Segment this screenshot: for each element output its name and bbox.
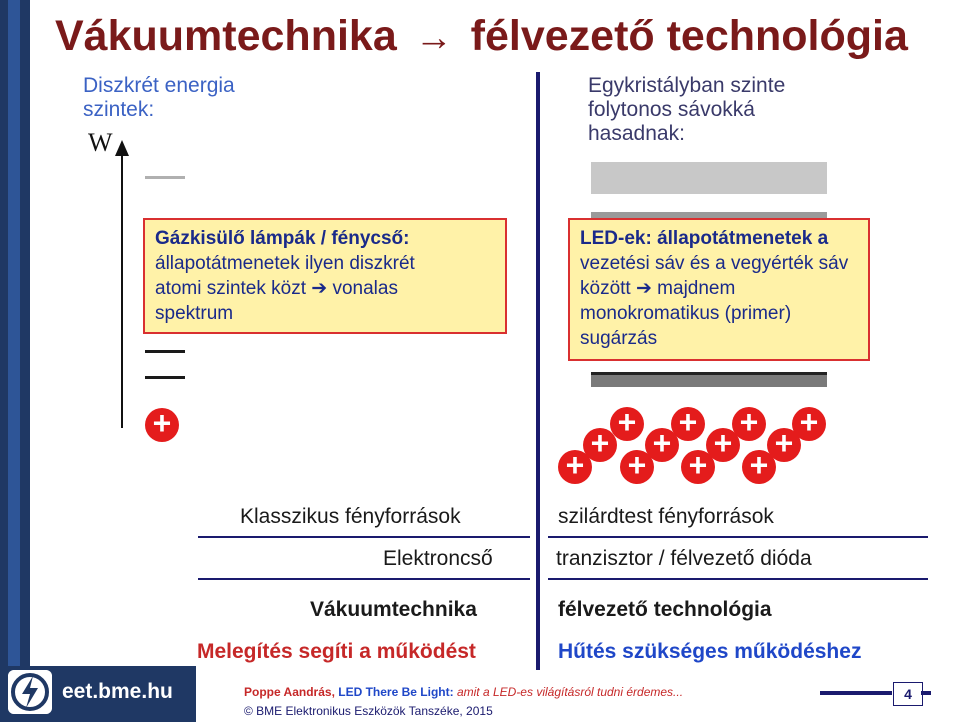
page-number-line [921, 691, 931, 695]
semiconductor-technology: félvezető technológia [558, 598, 772, 621]
page-number-line [820, 691, 892, 695]
positive-ion-icon: + [742, 450, 776, 484]
center-divider [536, 72, 540, 670]
title-part-vacuum: Vákuumtechnika [55, 12, 397, 60]
cooling-required: Hűtés szükséges működéshez [558, 640, 862, 663]
valence-band [591, 372, 827, 387]
right-subtitle: Egykristályban szinte folytonos sávokká hasadnak: [588, 74, 786, 145]
led-transition-box: LED-ek: állapotátmenetek a vezetési sáv és a vegyérték sáv között ➔ majdnem monokromatikus (primer) sugárzás [568, 218, 870, 361]
footer-copyright: © BME Elektronikus Eszközök Tanszéke, 2015 [244, 704, 493, 718]
vacuum-tube: Elektroncső [383, 547, 493, 570]
conduction-band [591, 162, 827, 194]
footer-author: Poppe Aandrás, [244, 685, 335, 699]
title-arrow-icon: → [414, 17, 453, 59]
row-divider [198, 578, 530, 580]
left-accent-bar [0, 0, 30, 722]
energy-axis-arrow-icon [112, 140, 132, 430]
slide-title [55, 12, 908, 61]
footer-course-sub: amit a LED-es világításról tudni érdemes... [456, 685, 684, 699]
gas-discharge-box: Gázkisülő lámpák / fénycső: állapotátmenetek ilyen diszkrét atomi szintek közt ➔ vonalas spektrum [143, 218, 507, 334]
positive-ion-icon: + [671, 407, 705, 441]
footer-course: LED There Be Light: [338, 685, 454, 699]
positive-ion-icon: + [706, 428, 740, 462]
energy-axis-label: W [88, 128, 113, 157]
positive-ion-icon: + [620, 450, 654, 484]
solid-state-light-sources: szilárdtest fényforrások [558, 505, 774, 528]
row-divider [548, 578, 928, 580]
positive-ion-icon: + [732, 407, 766, 441]
positive-ion-icon: + [681, 450, 715, 484]
row-divider [198, 536, 530, 538]
classic-light-sources: Klasszikus fényforrások [240, 505, 461, 528]
department-logo-icon [8, 670, 52, 714]
positive-ion-icon: + [645, 428, 679, 462]
transistor-diode: tranzisztor / félvezető dióda [556, 547, 812, 570]
positive-ion-icon: + [558, 450, 592, 484]
row-divider [548, 536, 928, 538]
positive-ion-icon: + [610, 407, 644, 441]
energy-level [145, 350, 185, 353]
page-number: 4 [893, 682, 923, 706]
footer-credits [244, 685, 683, 699]
vacuum-technology: Vákuumtechnika [310, 598, 477, 621]
positive-ion-icon: + [767, 428, 801, 462]
energy-level [145, 376, 185, 379]
title-part-semiconductor: félvezető technológia [470, 12, 908, 60]
energy-level [145, 176, 185, 179]
positive-ion-icon: + [145, 408, 179, 442]
positive-ion-icon: + [583, 428, 617, 462]
left-subtitle: Diszkrét energia szintek: [83, 74, 235, 121]
positive-ion-icon: + [792, 407, 826, 441]
footer-site: eet.bme.hu [62, 680, 173, 703]
footer-logo-block [0, 666, 196, 722]
heating-helps: Melegítés segíti a működést [197, 640, 476, 663]
